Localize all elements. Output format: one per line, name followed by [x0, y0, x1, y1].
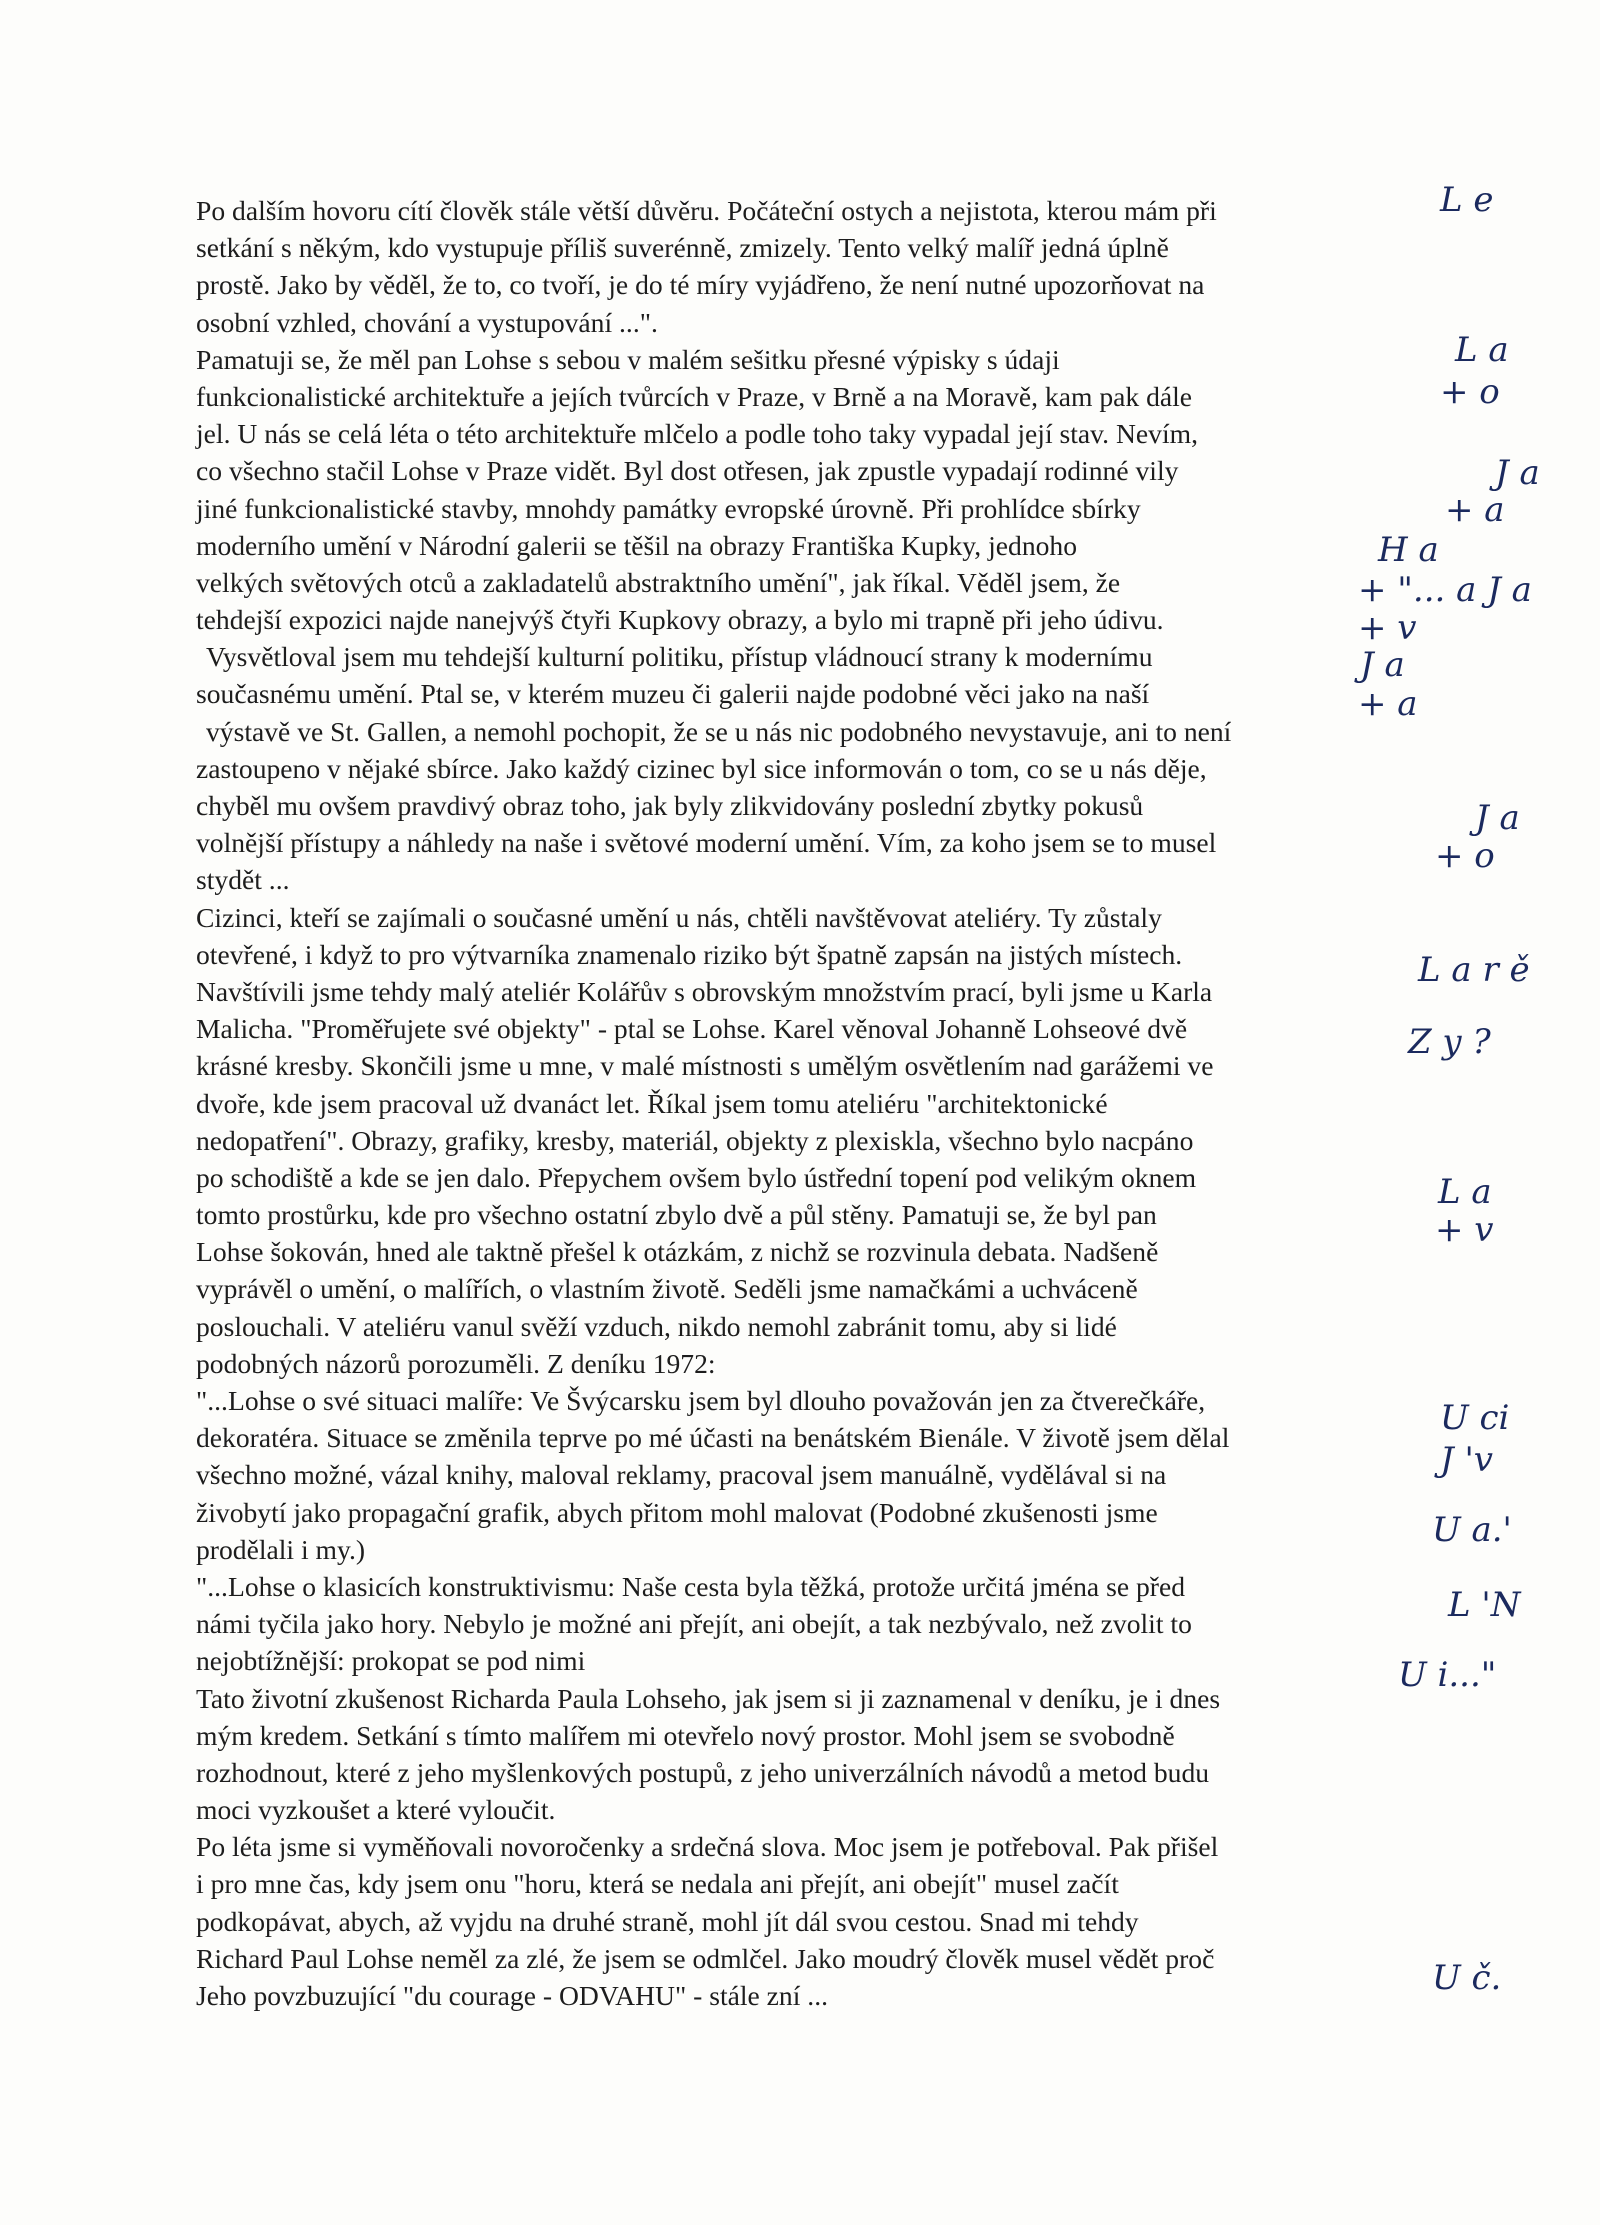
text-line: všechno možné, vázal knihy, maloval reklamy, pracoval jsem manuálně, vydělával si na: [196, 1459, 1167, 1491]
text-line: mým kredem. Setkání s tímto malířem mi otevřelo nový prostor. Mohl jsem se svobodně: [196, 1719, 1175, 1751]
margin-note: J a: [1360, 645, 1405, 685]
text-line: dekoratéra. Situace se změnila teprve po mé účasti na benátském Bienále. V životě jsem dělal: [196, 1422, 1230, 1454]
margin-note: J a: [1495, 453, 1540, 493]
text-line: dvoře, kde jsem pracoval už dvanáct let. Říkal jsem tomu ateliéru "architektonické: [196, 1087, 1108, 1119]
margin-note: L a: [1438, 1172, 1492, 1212]
text-line: Po dalším hovoru cítí člověk stále větší důvěru. Počáteční ostych a nejistota, kterou mám při: [196, 195, 1217, 226]
text-line: zastoupeno v nějaké sbírce. Jako každý cizinec byl sice informován o tom, co se u nás děje,: [196, 752, 1207, 784]
text-line: podkopávat, abych, až vyjdu na druhé straně, mohl jít dál svou cestou. Snad mi tehdy: [196, 1905, 1139, 1937]
text-line: Jeho povzbuzující "du courage - ODVAHU" - stále zní ...: [196, 1980, 828, 2011]
text-line: funkcionalistické architektuře a jejích tvůrcích v Praze, v Brně a na Moravě, kam pak dále: [196, 380, 1193, 412]
margin-note: L a r ě: [1418, 950, 1530, 990]
text-line: Pamatuji se, že měl pan Lohse s sebou v malém sešitku přesné výpisky s údaji: [196, 343, 1060, 375]
text-line: otevřené, i když to pro výtvarníka znamenalo riziko být špatně zapsán na jistých místech.: [196, 938, 1183, 970]
text-line: moderního umění v Národní galerii se těšil na obrazy Františka Kupky, jednoho: [196, 529, 1078, 561]
text-line: stydět ...: [196, 864, 290, 896]
text-line: jiné funkcionalistické stavby, mnohdy památky evropské úrovně. Při prohlídce sbírky: [196, 492, 1141, 524]
text-line: "...Lohse o klasicích konstruktivismu: Naše cesta byla těžká, protože určitá jména se před: [196, 1570, 1185, 1602]
text-line: krásné kresby. Skončili jsme u mne, v malé místnosti s umělým osvětlením nad garážemi ve: [196, 1050, 1214, 1082]
margin-note: J 'v: [1440, 1440, 1493, 1480]
text-line: současnému umění. Ptal se, v kterém muzeu či galerii najde podobné věci jako na naší: [196, 678, 1150, 710]
text-line: moci vyzkoušet a které vyloučit.: [196, 1794, 556, 1826]
text-line: volnější přístupy a náhledy na naše i světové moderní umění. Vím, za koho jsem se to musel: [196, 827, 1217, 859]
margin-note: + v: [1435, 1210, 1494, 1250]
text-line: i pro mne čas, kdy jsem onu "horu, která se nedala ani přejít, ani obejít" musel začít: [196, 1868, 1119, 1900]
text-line: nejobtížnější: prokopat se pod nimi: [196, 1645, 586, 1677]
text-line: Richard Paul Lohse neměl za zlé, že jsem se odmlčel. Jako moudrý člověk musel vědět proč: [196, 1942, 1215, 1974]
text-line: nedopatření". Obrazy, grafiky, kresby, materiál, objekty z plexiskla, všechno bylo nacpáno: [196, 1124, 1194, 1156]
text-line: Navštívili jsme tehdy malý ateliér Kolářův s obrovským množstvím prací, byli jsme u Karla: [196, 975, 1213, 1007]
margin-note: + o: [1435, 836, 1495, 876]
text-line: výstavě ve St. Gallen, a nemohl pochopit, že se u nás nic podobného nevystavuje, ani to není: [206, 715, 1232, 747]
text-line: chyběl mu ovšem pravdivý obraz toho, jak byly zlikvidovány poslední zbytky pokusů: [196, 790, 1144, 821]
margin-note: U ci: [1440, 1398, 1510, 1438]
margin-note: + a: [1358, 684, 1418, 724]
margin-note: H a: [1378, 530, 1439, 570]
margin-note: L 'N: [1448, 1585, 1521, 1625]
text-line: tomto prostůrku, kde pro všechno ostatní zbylo dvě a půl stěny. Pamatuji se, že byl pan: [196, 1199, 1157, 1231]
text-line: podobných názorů porozuměli. Z deníku 1972:: [196, 1347, 716, 1379]
margin-note: J a: [1475, 798, 1520, 838]
margin-note: + a: [1445, 490, 1505, 530]
margin-note: L a: [1455, 330, 1509, 370]
text-line: "...Lohse o své situaci malíře: Ve Švýcarsku jsem byl dlouho považován jen za čtverečkáře,: [196, 1385, 1206, 1416]
text-line: Vysvětloval jsem mu tehdejší kulturní politiku, přístup vládnoucí strany k modernímu: [206, 641, 1153, 673]
text-line: vyprávěl o umění, o malířích, o vlastním životě. Seděli jsme namačkámi a uchváceně: [196, 1273, 1138, 1305]
text-line: Cizinci, kteří se zajímali o současné umění u nás, chtěli navštěvovat ateliéry. Ty zůstaly: [196, 901, 1162, 933]
text-line: rozhodnout, které z jeho myšlenkových postupů, z jeho univerzálních návodů a metod budu: [196, 1756, 1210, 1788]
text-line: osobní vzhled, chování a vystupování ...".: [196, 306, 658, 338]
text-line: tehdejší expozici najde nanejvýš čtyři Kupkovy obrazy, a bylo mi trapně při jeho údivu.: [196, 604, 1164, 636]
text-line: prostě. Jako by věděl, že to, co tvoří, je do té míry vyjádřeno, že není nutné upozorňovat na: [196, 269, 1205, 301]
text-line: poslouchali. V ateliéru vanul svěží vzduch, nikdo nemohl zabránit tomu, aby si lidé: [196, 1310, 1117, 1342]
text-line: námi tyčila jako hory. Nebylo je možné ani přejít, ani obejít, a tak nezbývalo, než zvolit to: [196, 1608, 1192, 1640]
text-line: Po léta jsme si vyměňovali novoročenky a srdečná slova. Moc jsem je potřeboval. Pak přišel: [196, 1831, 1219, 1863]
text-line: prodělali i my.): [196, 1533, 366, 1565]
text-line: co všechno stačil Lohse v Praze vidět. Byl dost otřesen, jak zpustle vypadají rodinné vily: [196, 455, 1179, 487]
text-line: Tato životní zkušenost Richarda Paula Lohseho, jak jsem si ji zaznamenal v deníku, je i dnes: [196, 1682, 1221, 1714]
margin-note: + "... a J a: [1358, 570, 1532, 610]
margin-note: U a.': [1432, 1510, 1512, 1550]
text-line: živobytí jako propagační grafik, abych přitom mohl malovat (Podobné zkušenosti jsme: [196, 1496, 1158, 1528]
text-line: Lohse šokován, hned ale taktně přešel k otázkám, z nichž se rozvinula debata. Nadšeně: [196, 1236, 1159, 1268]
text-line: po schodiště a kde se jen dalo. Přepychem ovšem bylo ústřední topení pod velikým oknem: [196, 1161, 1197, 1193]
margin-note: U i...": [1398, 1655, 1497, 1695]
margin-note: L e: [1440, 180, 1494, 220]
text-line: Malicha. "Proměřujete své objekty" - ptal se Lohse. Karel věnoval Johanně Lohseové dvě: [196, 1013, 1188, 1045]
text-line: jel. U nás se celá léta o této architektuře mlčelo a podle toho taky vypadal její stav. Nevím,: [196, 418, 1198, 450]
margin-note: Z y ?: [1408, 1022, 1491, 1062]
margin-note: + o: [1440, 372, 1500, 412]
margin-note: U č.: [1432, 1958, 1502, 1998]
margin-note: + v: [1358, 608, 1417, 648]
text-line: velkých světových otců a zakladatelů abstraktního umění", jak říkal. Věděl jsem, že: [196, 566, 1121, 598]
text-line: setkání s někým, kdo vystupuje příliš suverénně, zmizely. Tento velký malíř jedná úplně: [196, 232, 1169, 264]
typed-text-body: [196, 192, 1446, 2014]
